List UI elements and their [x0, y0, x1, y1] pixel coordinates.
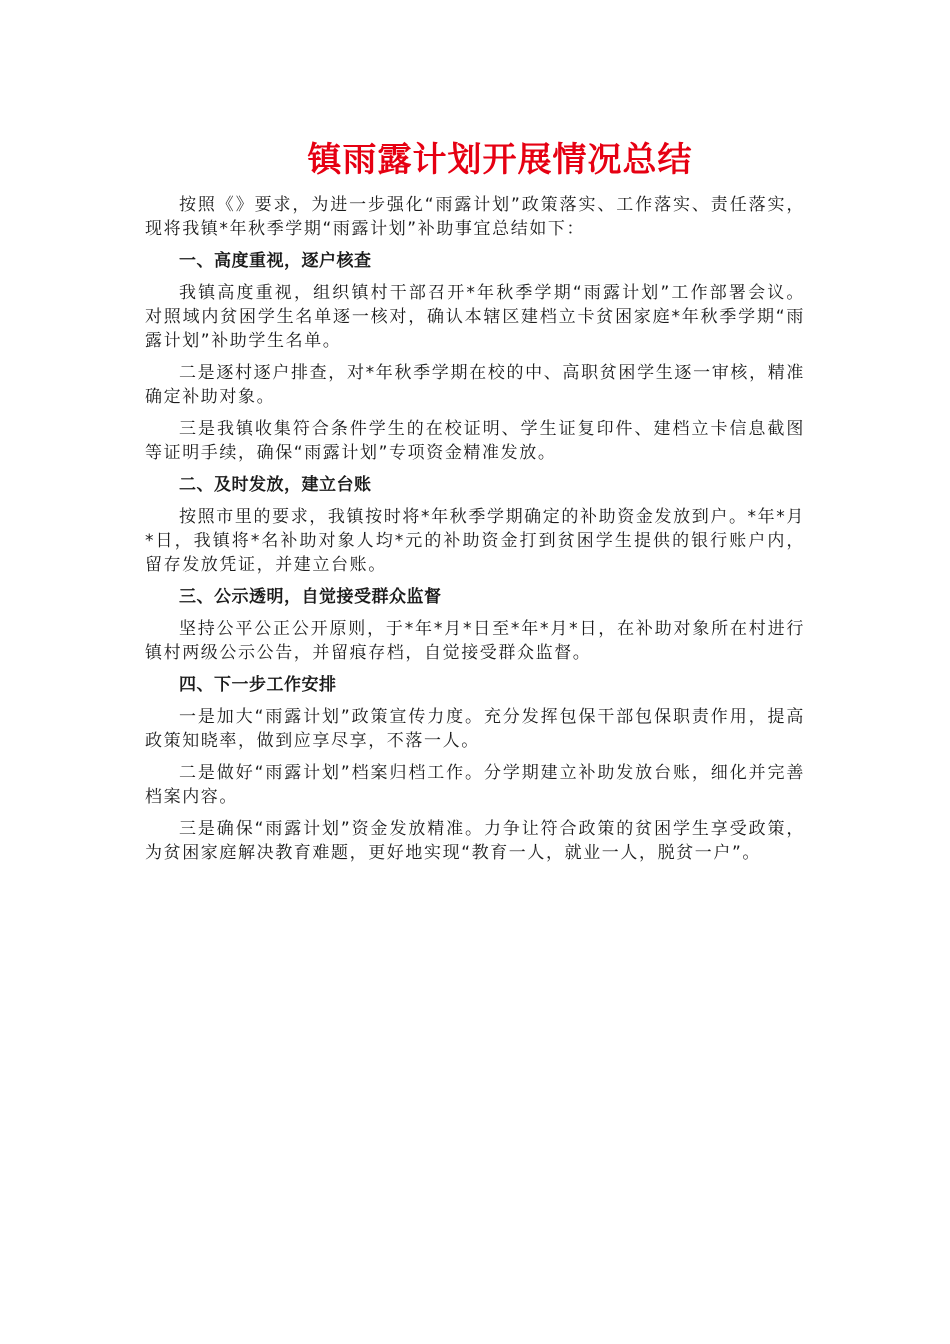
section-3-paragraph-1: 坚持公平公正公开原则，于*年*月*日至*年*月*日，在补助对象所在村进行镇村两级公示公告，并留痕存档，自觉接受群众监督。 [145, 619, 805, 663]
document-title: 镇雨露计划开展情况总结 [307, 140, 693, 180]
section-4-heading: 四、下一步工作安排 [179, 675, 337, 695]
section-2-heading: 二、及时发放，建立台账 [179, 475, 372, 495]
section-2-paragraph-1: 按照市里的要求，我镇按时将*年秋季学期确定的补助资金发放到户。*年*月*日，我镇将*名补助对象人均*元的补助资金打到贫困学生提供的银行账户内，留存发放凭证，并建立台账。 [145, 507, 805, 575]
section-1-heading: 一、高度重视，逐户核查 [179, 251, 372, 271]
section-3-heading: 三、公示透明，自觉接受群众监督 [179, 587, 442, 607]
section-4-paragraph-2: 二是做好“雨露计划”档案归档工作。分学期建立补助发放台账，细化并完善档案内容。 [145, 763, 805, 807]
section-1-paragraph-2: 二是逐村逐户排查，对*年秋季学期在校的中、高职贫困学生逐一审核，精准确定补助对象。 [145, 363, 805, 407]
section-4-paragraph-1: 一是加大“雨露计划”政策宣传力度。充分发挥包保干部包保职责作用，提高政策知晓率，做到应享尽享，不落一人。 [145, 707, 805, 751]
intro-paragraph: 按照《》要求，为进一步强化“雨露计划”政策落实、工作落实、责任落实，现将我镇*年秋季学期“雨露计划”补助事宜总结如下： [145, 195, 805, 239]
document-body [145, 193, 805, 873]
section-1-paragraph-1: 我镇高度重视，组织镇村干部召开*年秋季学期“雨露计划”工作部署会议。对照域内贫困学生名单逐一核对，确认本辖区建档立卡贫困家庭*年秋季学期“雨露计划”补助学生名单。 [145, 283, 805, 351]
section-4-paragraph-3: 三是确保“雨露计划”资金发放精准。力争让符合政策的贫困学生享受政策，为贫困家庭解决教育难题，更好地实现“教育一人，就业一人，脱贫一户”。 [145, 819, 805, 863]
section-1-paragraph-3: 三是我镇收集符合条件学生的在校证明、学生证复印件、建档立卡信息截图等证明手续，确保“雨露计划”专项资金精准发放。 [145, 419, 805, 463]
